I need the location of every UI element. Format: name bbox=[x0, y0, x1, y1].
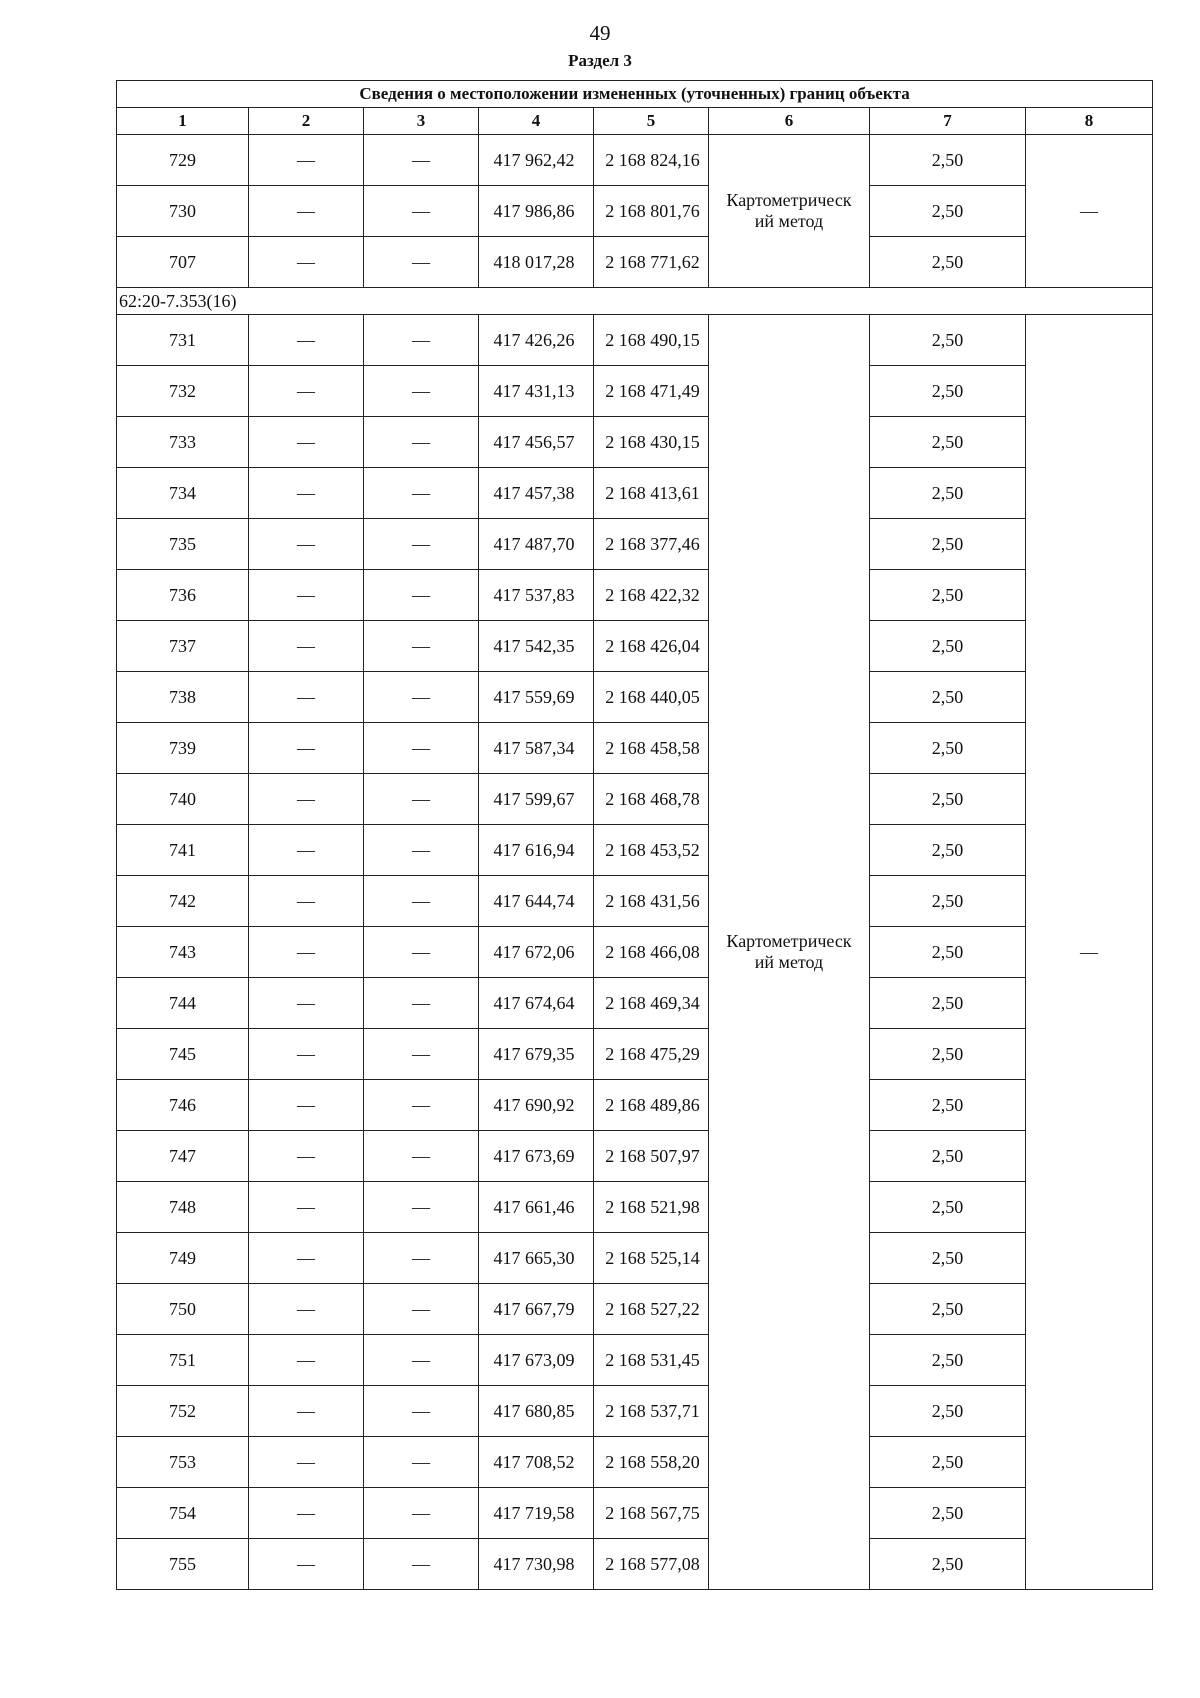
y-coordinate-cell: 2 168 413,61 bbox=[594, 468, 709, 519]
col2-cell: — bbox=[249, 417, 364, 468]
table-row bbox=[117, 672, 1153, 723]
point-number-cell: 750 bbox=[117, 1284, 249, 1335]
table-caption: Сведения о местоположении измененных (уточненных) границ объекта bbox=[117, 81, 1153, 108]
table-row bbox=[117, 825, 1153, 876]
x-coordinate-cell: 417 559,69 bbox=[479, 672, 594, 723]
col3-cell: — bbox=[364, 1386, 479, 1437]
col2-cell: — bbox=[249, 927, 364, 978]
y-coordinate-cell: 2 168 453,52 bbox=[594, 825, 709, 876]
col2-cell: — bbox=[249, 519, 364, 570]
point-number-cell: 751 bbox=[117, 1335, 249, 1386]
x-coordinate-cell: 417 542,35 bbox=[479, 621, 594, 672]
col8-cell: — bbox=[1026, 135, 1153, 288]
col2-cell: — bbox=[249, 774, 364, 825]
method-cell: Картометрическ ий метод bbox=[709, 315, 870, 1590]
column-number-7: 7 bbox=[870, 108, 1026, 135]
col2-cell: — bbox=[249, 1233, 364, 1284]
y-coordinate-cell: 2 168 531,45 bbox=[594, 1335, 709, 1386]
accuracy-cell: 2,50 bbox=[870, 927, 1026, 978]
point-number-cell: 738 bbox=[117, 672, 249, 723]
accuracy-cell: 2,50 bbox=[870, 237, 1026, 288]
x-coordinate-cell: 417 730,98 bbox=[479, 1539, 594, 1590]
col8-cell: — bbox=[1026, 315, 1153, 1590]
point-number-cell: 707 bbox=[117, 237, 249, 288]
y-coordinate-cell: 2 168 771,62 bbox=[594, 237, 709, 288]
accuracy-cell: 2,50 bbox=[870, 978, 1026, 1029]
x-coordinate-cell: 417 672,06 bbox=[479, 927, 594, 978]
x-coordinate-cell: 417 986,86 bbox=[479, 186, 594, 237]
col2-cell: — bbox=[249, 1488, 364, 1539]
x-coordinate-cell: 417 457,38 bbox=[479, 468, 594, 519]
y-coordinate-cell: 2 168 490,15 bbox=[594, 315, 709, 366]
col2-cell: — bbox=[249, 621, 364, 672]
accuracy-cell: 2,50 bbox=[870, 1182, 1026, 1233]
col3-cell: — bbox=[364, 186, 479, 237]
point-number-cell: 735 bbox=[117, 519, 249, 570]
accuracy-cell: 2,50 bbox=[870, 1539, 1026, 1590]
accuracy-cell: 2,50 bbox=[870, 621, 1026, 672]
table-row bbox=[117, 1386, 1153, 1437]
col2-cell: — bbox=[249, 1080, 364, 1131]
x-coordinate-cell: 417 674,64 bbox=[479, 978, 594, 1029]
x-coordinate-cell: 417 487,70 bbox=[479, 519, 594, 570]
table-row bbox=[117, 1488, 1153, 1539]
table-row bbox=[117, 621, 1153, 672]
y-coordinate-cell: 2 168 489,86 bbox=[594, 1080, 709, 1131]
x-coordinate-cell: 417 644,74 bbox=[479, 876, 594, 927]
table-row bbox=[117, 366, 1153, 417]
col2-cell: — bbox=[249, 1182, 364, 1233]
col3-cell: — bbox=[364, 468, 479, 519]
col3-cell: — bbox=[364, 1182, 479, 1233]
col3-cell: — bbox=[364, 876, 479, 927]
point-number-cell: 745 bbox=[117, 1029, 249, 1080]
table-row bbox=[117, 1437, 1153, 1488]
y-coordinate-cell: 2 168 525,14 bbox=[594, 1233, 709, 1284]
col3-cell: — bbox=[364, 135, 479, 186]
table-row bbox=[117, 1029, 1153, 1080]
table-row bbox=[117, 186, 1153, 237]
col2-cell: — bbox=[249, 1386, 364, 1437]
col3-cell: — bbox=[364, 237, 479, 288]
accuracy-cell: 2,50 bbox=[870, 1488, 1026, 1539]
point-number-cell: 734 bbox=[117, 468, 249, 519]
point-number-cell: 730 bbox=[117, 186, 249, 237]
table-row bbox=[117, 723, 1153, 774]
table-row bbox=[117, 417, 1153, 468]
table-row bbox=[117, 1233, 1153, 1284]
point-number-cell: 754 bbox=[117, 1488, 249, 1539]
point-number-cell: 746 bbox=[117, 1080, 249, 1131]
table-row bbox=[117, 135, 1153, 186]
col2-cell: — bbox=[249, 135, 364, 186]
point-number-cell: 729 bbox=[117, 135, 249, 186]
accuracy-cell: 2,50 bbox=[870, 366, 1026, 417]
accuracy-cell: 2,50 bbox=[870, 135, 1026, 186]
point-number-cell: 741 bbox=[117, 825, 249, 876]
point-number-cell: 740 bbox=[117, 774, 249, 825]
method-cell: Картометрическ ий метод bbox=[709, 135, 870, 288]
point-number-cell: 743 bbox=[117, 927, 249, 978]
x-coordinate-cell: 417 616,94 bbox=[479, 825, 594, 876]
col3-cell: — bbox=[364, 570, 479, 621]
col3-cell: — bbox=[364, 978, 479, 1029]
accuracy-cell: 2,50 bbox=[870, 825, 1026, 876]
column-number-4: 4 bbox=[479, 108, 594, 135]
col3-cell: — bbox=[364, 519, 479, 570]
point-number-cell: 748 bbox=[117, 1182, 249, 1233]
table-row bbox=[117, 978, 1153, 1029]
accuracy-cell: 2,50 bbox=[870, 1029, 1026, 1080]
point-number-cell: 749 bbox=[117, 1233, 249, 1284]
col3-cell: — bbox=[364, 723, 479, 774]
y-coordinate-cell: 2 168 567,75 bbox=[594, 1488, 709, 1539]
column-number-8: 8 bbox=[1026, 108, 1153, 135]
col3-cell: — bbox=[364, 1539, 479, 1590]
col3-cell: — bbox=[364, 927, 479, 978]
y-coordinate-cell: 2 168 422,32 bbox=[594, 570, 709, 621]
col2-cell: — bbox=[249, 366, 364, 417]
accuracy-cell: 2,50 bbox=[870, 1080, 1026, 1131]
y-coordinate-cell: 2 168 507,97 bbox=[594, 1131, 709, 1182]
x-coordinate-cell: 417 690,92 bbox=[479, 1080, 594, 1131]
x-coordinate-cell: 417 426,26 bbox=[479, 315, 594, 366]
x-coordinate-cell: 418 017,28 bbox=[479, 237, 594, 288]
y-coordinate-cell: 2 168 471,49 bbox=[594, 366, 709, 417]
table-row bbox=[117, 927, 1153, 978]
table-row bbox=[117, 1284, 1153, 1335]
accuracy-cell: 2,50 bbox=[870, 519, 1026, 570]
col3-cell: — bbox=[364, 621, 479, 672]
x-coordinate-cell: 417 661,46 bbox=[479, 1182, 594, 1233]
col3-cell: — bbox=[364, 1131, 479, 1182]
point-number-cell: 755 bbox=[117, 1539, 249, 1590]
y-coordinate-cell: 2 168 801,76 bbox=[594, 186, 709, 237]
col3-cell: — bbox=[364, 774, 479, 825]
col2-cell: — bbox=[249, 978, 364, 1029]
col2-cell: — bbox=[249, 825, 364, 876]
col3-cell: — bbox=[364, 1233, 479, 1284]
y-coordinate-cell: 2 168 521,98 bbox=[594, 1182, 709, 1233]
col2-cell: — bbox=[249, 672, 364, 723]
point-number-cell: 732 bbox=[117, 366, 249, 417]
column-number-6: 6 bbox=[709, 108, 870, 135]
col3-cell: — bbox=[364, 1284, 479, 1335]
col2-cell: — bbox=[249, 876, 364, 927]
y-coordinate-cell: 2 168 440,05 bbox=[594, 672, 709, 723]
y-coordinate-cell: 2 168 527,22 bbox=[594, 1284, 709, 1335]
accuracy-cell: 2,50 bbox=[870, 672, 1026, 723]
table-row bbox=[117, 1539, 1153, 1590]
column-number-3: 3 bbox=[364, 108, 479, 135]
table-row bbox=[117, 774, 1153, 825]
point-number-cell: 733 bbox=[117, 417, 249, 468]
x-coordinate-cell: 417 667,79 bbox=[479, 1284, 594, 1335]
y-coordinate-cell: 2 168 537,71 bbox=[594, 1386, 709, 1437]
table-row bbox=[117, 315, 1153, 366]
x-coordinate-cell: 417 587,34 bbox=[479, 723, 594, 774]
section-title: Раздел 3 bbox=[568, 51, 632, 70]
y-coordinate-cell: 2 168 458,58 bbox=[594, 723, 709, 774]
accuracy-cell: 2,50 bbox=[870, 876, 1026, 927]
col2-cell: — bbox=[249, 237, 364, 288]
col2-cell: — bbox=[249, 315, 364, 366]
col3-cell: — bbox=[364, 1488, 479, 1539]
y-coordinate-cell: 2 168 824,16 bbox=[594, 135, 709, 186]
point-number-cell: 744 bbox=[117, 978, 249, 1029]
point-number-cell: 737 bbox=[117, 621, 249, 672]
x-coordinate-cell: 417 673,09 bbox=[479, 1335, 594, 1386]
x-coordinate-cell: 417 431,13 bbox=[479, 366, 594, 417]
accuracy-cell: 2,50 bbox=[870, 1131, 1026, 1182]
accuracy-cell: 2,50 bbox=[870, 1233, 1026, 1284]
point-number-cell: 739 bbox=[117, 723, 249, 774]
table-row bbox=[117, 1080, 1153, 1131]
col2-cell: — bbox=[249, 723, 364, 774]
x-coordinate-cell: 417 962,42 bbox=[479, 135, 594, 186]
col3-cell: — bbox=[364, 1437, 479, 1488]
table-row bbox=[117, 519, 1153, 570]
accuracy-cell: 2,50 bbox=[870, 723, 1026, 774]
x-coordinate-cell: 417 665,30 bbox=[479, 1233, 594, 1284]
y-coordinate-cell: 2 168 468,78 bbox=[594, 774, 709, 825]
col3-cell: — bbox=[364, 825, 479, 876]
col2-cell: — bbox=[249, 1029, 364, 1080]
accuracy-cell: 2,50 bbox=[870, 1437, 1026, 1488]
column-number-1: 1 bbox=[117, 108, 249, 135]
point-number-cell: 752 bbox=[117, 1386, 249, 1437]
x-coordinate-cell: 417 719,58 bbox=[479, 1488, 594, 1539]
accuracy-cell: 2,50 bbox=[870, 774, 1026, 825]
y-coordinate-cell: 2 168 377,46 bbox=[594, 519, 709, 570]
table-row bbox=[117, 1182, 1153, 1233]
y-coordinate-cell: 2 168 469,34 bbox=[594, 978, 709, 1029]
col3-cell: — bbox=[364, 1029, 479, 1080]
x-coordinate-cell: 417 456,57 bbox=[479, 417, 594, 468]
accuracy-cell: 2,50 bbox=[870, 570, 1026, 621]
col2-cell: — bbox=[249, 1539, 364, 1590]
point-number-cell: 742 bbox=[117, 876, 249, 927]
y-coordinate-cell: 2 168 475,29 bbox=[594, 1029, 709, 1080]
x-coordinate-cell: 417 680,85 bbox=[479, 1386, 594, 1437]
y-coordinate-cell: 2 168 430,15 bbox=[594, 417, 709, 468]
col2-cell: — bbox=[249, 570, 364, 621]
table-row bbox=[117, 468, 1153, 519]
col3-cell: — bbox=[364, 1080, 479, 1131]
y-coordinate-cell: 2 168 426,04 bbox=[594, 621, 709, 672]
page-number: 49 bbox=[589, 21, 611, 45]
col3-cell: — bbox=[364, 417, 479, 468]
col3-cell: — bbox=[364, 672, 479, 723]
point-number-cell: 736 bbox=[117, 570, 249, 621]
accuracy-cell: 2,50 bbox=[870, 468, 1026, 519]
col2-cell: — bbox=[249, 1437, 364, 1488]
y-coordinate-cell: 2 168 577,08 bbox=[594, 1539, 709, 1590]
column-number-5: 5 bbox=[594, 108, 709, 135]
x-coordinate-cell: 417 673,69 bbox=[479, 1131, 594, 1182]
col3-cell: — bbox=[364, 315, 479, 366]
col3-cell: — bbox=[364, 366, 479, 417]
parcel-label: 62:20-7.353(16) bbox=[117, 288, 1153, 315]
point-number-cell: 753 bbox=[117, 1437, 249, 1488]
table-row bbox=[117, 1131, 1153, 1182]
group-row bbox=[117, 288, 1153, 315]
col3-cell: — bbox=[364, 1335, 479, 1386]
y-coordinate-cell: 2 168 466,08 bbox=[594, 927, 709, 978]
y-coordinate-cell: 2 168 431,56 bbox=[594, 876, 709, 927]
col2-cell: — bbox=[249, 1284, 364, 1335]
x-coordinate-cell: 417 599,67 bbox=[479, 774, 594, 825]
col2-cell: — bbox=[249, 468, 364, 519]
col2-cell: — bbox=[249, 1335, 364, 1386]
accuracy-cell: 2,50 bbox=[870, 417, 1026, 468]
table-row bbox=[117, 570, 1153, 621]
col2-cell: — bbox=[249, 1131, 364, 1182]
y-coordinate-cell: 2 168 558,20 bbox=[594, 1437, 709, 1488]
table-row bbox=[117, 1335, 1153, 1386]
point-number-cell: 747 bbox=[117, 1131, 249, 1182]
accuracy-cell: 2,50 bbox=[870, 1284, 1026, 1335]
column-number-2: 2 bbox=[249, 108, 364, 135]
accuracy-cell: 2,50 bbox=[870, 315, 1026, 366]
accuracy-cell: 2,50 bbox=[870, 186, 1026, 237]
x-coordinate-cell: 417 679,35 bbox=[479, 1029, 594, 1080]
x-coordinate-cell: 417 708,52 bbox=[479, 1437, 594, 1488]
accuracy-cell: 2,50 bbox=[870, 1335, 1026, 1386]
col2-cell: — bbox=[249, 186, 364, 237]
coordinates-table bbox=[116, 80, 1153, 1590]
table-row bbox=[117, 237, 1153, 288]
x-coordinate-cell: 417 537,83 bbox=[479, 570, 594, 621]
table-row bbox=[117, 876, 1153, 927]
point-number-cell: 731 bbox=[117, 315, 249, 366]
accuracy-cell: 2,50 bbox=[870, 1386, 1026, 1437]
